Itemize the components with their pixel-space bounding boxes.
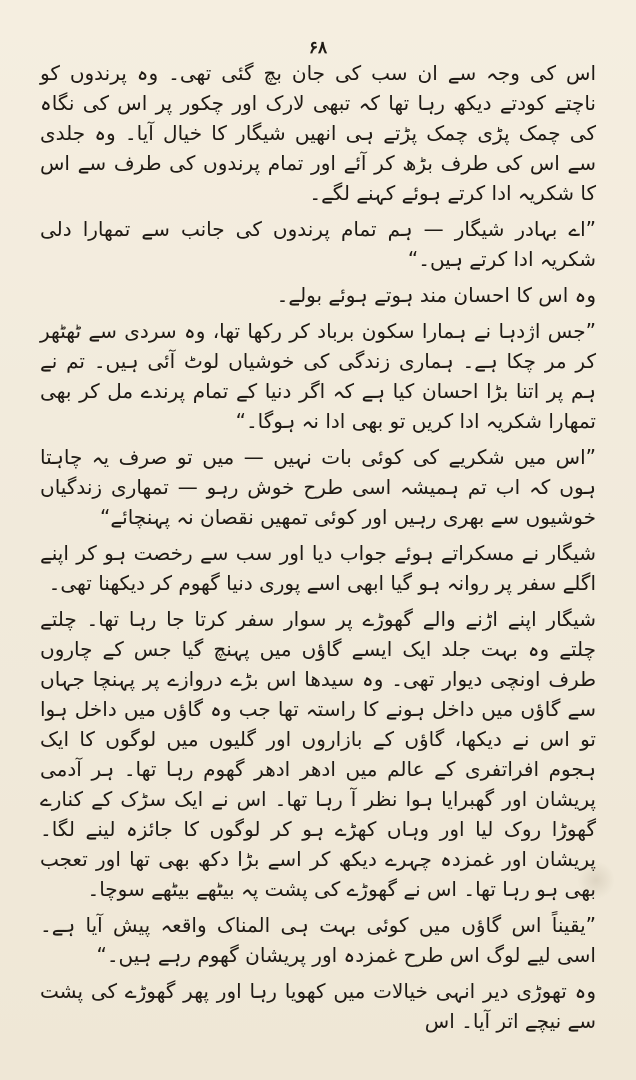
- page-number: ۶۸: [308, 38, 328, 58]
- paragraph-9: وہ تھوڑی دیر انہی خیالات میں کھویا رہا اور پھر گھوڑے کی پشت سے نیچے اتر آیا۔ اس: [40, 979, 596, 1033]
- paragraph-8: ”یقیناً اس گاؤں میں کوئی بہت ہی المناک واقعہ پیش آیا ہے۔ اسی لیے لوگ اس طرح غمزدہ اور پریشان گھوم رہے ہیں۔“: [40, 913, 596, 967]
- paragraph-5: ”اس میں شکریے کی کوئی بات نہیں — میں تو صرف یہ چاہتا ہوں کہ اب تم ہمیشہ اسی طرح خوش رہو — تمھاری زندگیاں خوشیوں سے بھری رہیں اور کوئی تمھیں نقصان نہ پہنچائے“: [40, 445, 596, 529]
- paragraph-4: ”جس اژدہا نے ہمارا سکون برباد کر رکھا تھا، وہ سردی سے ٹھٹھر کر مر چکا ہے۔ ہماری زندگی کی خوشیاں لوٹ آئی ہیں۔ تم نے ہم پر اتنا بڑا احسان کیا ہے کہ اگر دنیا کے تمام پرندے مل کر بھی تمھارا شکریہ ادا کریں تو بھی ادا نہ ہوگا۔“: [40, 319, 596, 433]
- paragraph-7: شیگار اپنے اڑنے والے گھوڑے پر سوار سفر کرتا جا رہا تھا۔ چلتے چلتے وہ بہت جلد ایک ایسے گاؤں میں پہنچ گیا جس کے چاروں طرف اونچی دیوار تھی۔ وہ سیدھا اس بڑے دروازے پر پہنچا جہاں سے گاؤں میں داخل ہونے کا راستہ تھا جب وہ گاؤں میں داخل ہوا تو اس نے دیکھا، گاؤں کے بازاروں اور گلیوں میں لوگوں کا ایک ہجوم افراتفری کے عالم میں ادھر ادھر گھوم رہا تھا۔ ہر آدمی پریشان اور گھبرایا ہوا نظر آ رہا تھا۔ اس نے ایک سڑک کے کنارے گھوڑا روک لیا اور وہاں کھڑے ہو کر لوگوں کا جائزہ لینے لگا۔ پریشان اور غمزدہ چہرے دیکھ کر اسے بڑا دکھ بھی تھا اور تعجب بھی ہو رہا تھا۔ اس نے گھوڑے کی پشت پہ بیٹھے بیٹھے سوچا۔: [40, 607, 596, 901]
- faded-stamp-mark: [578, 860, 614, 900]
- paragraph-6: شیگار نے مسکراتے ہوئے جواب دیا اور سب سے رخصت ہو کر اپنے اگلے سفر پر روانہ ہو گیا ابھی اسے پوری دنیا گھوم کر دیکھنا تھی۔: [40, 541, 596, 595]
- page-text: [40, 58, 596, 1042]
- paragraph-1: اس کی وجہ سے ان سب کی جان بچ گئی تھی۔ وہ پرندوں کو ناچتے کودتے دیکھ رہا تھا کہ تبھی لارک اور چکور پر اس کی نگاہ کی چمک پڑی چمک پڑتے ہی انھیں شیگار کا خیال آیا۔ وہ جلدی سے اس کی طرف بڑھ کر آئے اور تمام پرندوں کی طرف سے اس کا شکریہ ادا کرتے ہوئے کہنے لگے۔: [40, 61, 596, 205]
- paragraph-2: ”اے بہادر شیگار — ہم تمام پرندوں کی جانب سے تمھارا دلی شکریہ ادا کرتے ہیں۔“: [40, 217, 596, 271]
- paragraph-3: وہ اس کا احسان مند ہوتے ہوئے بولے۔: [276, 283, 596, 307]
